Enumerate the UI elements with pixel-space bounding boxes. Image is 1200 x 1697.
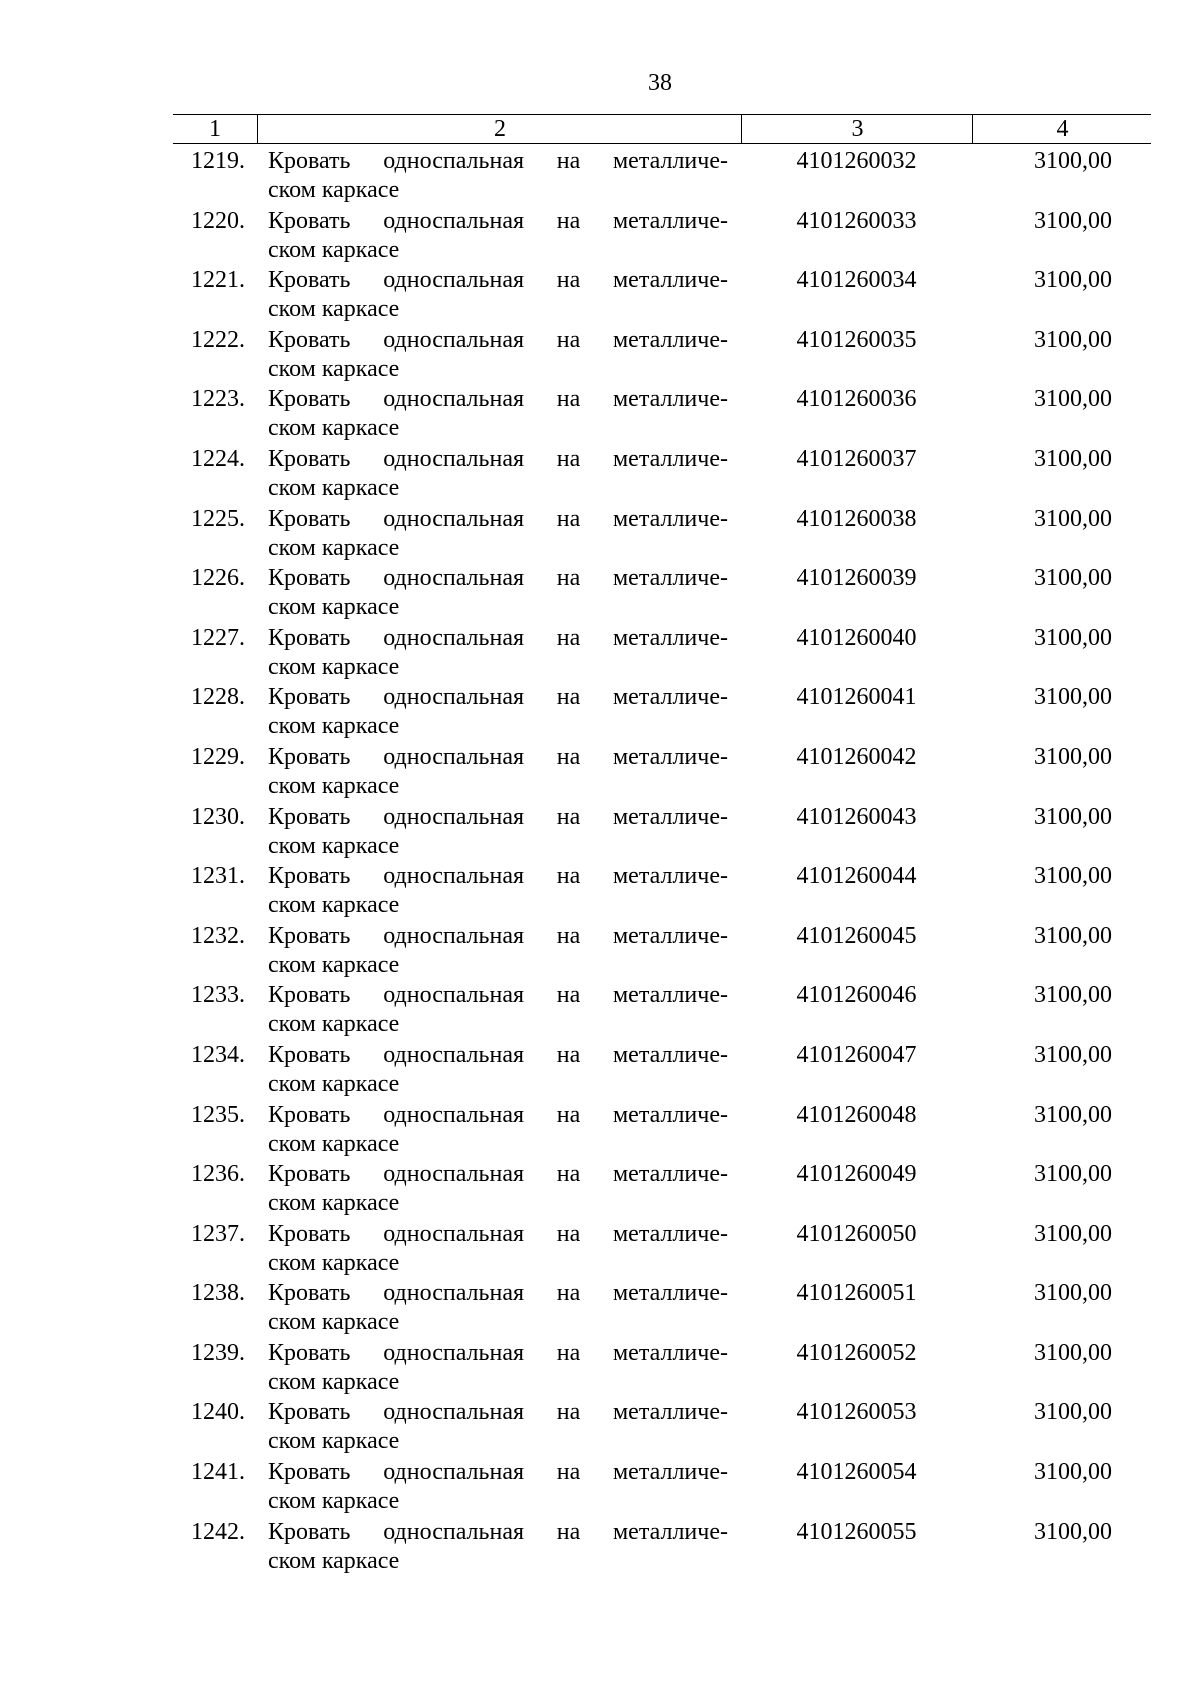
table-row: [173, 1101, 1151, 1161]
description-line-2: ском каркасе: [268, 1070, 400, 1097]
row-code: 4101260054: [796, 1459, 917, 1486]
row-number: 1229.: [191, 743, 245, 770]
row-number: 1235.: [191, 1101, 245, 1128]
row-price: 3100,00: [1034, 267, 1112, 294]
description-line-2: ском каркасе: [268, 1368, 400, 1395]
header-col-1: 1: [209, 116, 221, 142]
table-row: [173, 564, 1151, 624]
description-line-1: Кровать односпальная на металличе-: [268, 684, 728, 711]
row-code: 4101260040: [796, 624, 917, 651]
row-code: 4101260046: [796, 982, 917, 1009]
row-description: [268, 385, 728, 443]
description-line-2: ском каркасе: [268, 1249, 400, 1276]
row-description: [268, 326, 728, 384]
row-code: 4101260037: [796, 445, 917, 472]
row-number: 1225.: [191, 505, 245, 532]
description-line-2: ском каркасе: [268, 296, 400, 323]
row-number: 1222.: [191, 326, 245, 353]
row-code: 4101260050: [796, 1220, 917, 1247]
row-number: 1232.: [191, 922, 245, 949]
header-col-2: 2: [257, 115, 742, 143]
row-price: 3100,00: [1034, 1399, 1112, 1426]
row-description: [268, 922, 728, 980]
page-number: 38: [648, 70, 672, 96]
table-row: [173, 1398, 1151, 1458]
description-line-2: ском каркасе: [268, 474, 400, 501]
row-description: [268, 1160, 728, 1218]
row-number: 1238.: [191, 1280, 245, 1307]
table-header: [173, 114, 1151, 144]
description-line-1: Кровать односпальная на металличе-: [268, 1220, 728, 1247]
table-body: [173, 147, 1151, 1577]
row-number: 1219.: [191, 148, 245, 174]
row-number: 1230.: [191, 803, 245, 830]
description-line-2: ском каркасе: [268, 1130, 400, 1157]
description-line-1: Кровать односпальная на металличе-: [268, 743, 728, 770]
table-row: [173, 1518, 1151, 1578]
row-code: 4101260036: [796, 386, 917, 413]
row-code: 4101260045: [796, 922, 917, 949]
description-line-1: Кровать односпальная на металличе-: [268, 803, 728, 830]
description-line-1: Кровать односпальная на металличе-: [268, 922, 728, 949]
description-line-1: Кровать односпальная на металличе-: [268, 1518, 728, 1545]
row-description: [268, 743, 728, 801]
row-code: 4101260038: [796, 505, 917, 532]
table-row: [173, 1220, 1151, 1280]
table-row: [173, 1339, 1151, 1399]
description-line-2: ском каркасе: [268, 892, 400, 919]
description-line-2: ском каркасе: [268, 177, 400, 203]
header-col-3: 3: [741, 115, 973, 143]
description-line-2: ском каркасе: [268, 1309, 400, 1336]
description-line-1: Кровать односпальная на металличе-: [268, 326, 728, 353]
row-description: [268, 1041, 728, 1099]
description-line-1: Кровать односпальная на металличе-: [268, 1459, 728, 1486]
description-line-1: Кровать односпальная на металличе-: [268, 148, 728, 174]
row-price: 3100,00: [1034, 1459, 1112, 1486]
row-code: 4101260051: [796, 1280, 917, 1307]
table-row: [173, 207, 1151, 267]
description-line-1: Кровать односпальная на металличе-: [268, 565, 728, 592]
row-code: 4101260044: [796, 863, 917, 890]
description-line-2: ском каркасе: [268, 594, 400, 621]
row-price: 3100,00: [1034, 326, 1112, 353]
row-description: [268, 862, 728, 920]
row-price: 3100,00: [1034, 1220, 1112, 1247]
description-line-1: Кровать односпальная на металличе-: [268, 1161, 728, 1188]
row-price: 3100,00: [1034, 1101, 1112, 1128]
row-code: 4101260041: [796, 684, 917, 711]
row-price: 3100,00: [1034, 1161, 1112, 1188]
row-price: 3100,00: [1034, 624, 1112, 651]
row-price: 3100,00: [1034, 445, 1112, 472]
table-row: [173, 624, 1151, 684]
description-line-2: ском каркасе: [268, 1547, 400, 1574]
description-line-1: Кровать односпальная на металличе-: [268, 1041, 728, 1068]
row-code: 4101260052: [796, 1339, 917, 1366]
row-number: 1240.: [191, 1399, 245, 1426]
row-number: 1224.: [191, 445, 245, 472]
row-price: 3100,00: [1034, 684, 1112, 711]
row-description: [268, 1398, 728, 1456]
table-row: [173, 266, 1151, 326]
table-row: [173, 505, 1151, 565]
row-description: [268, 803, 728, 861]
description-line-1: Кровать односпальная на металличе-: [268, 863, 728, 890]
row-description: [268, 1279, 728, 1337]
table-row: [173, 1279, 1151, 1339]
description-line-2: ском каркасе: [268, 772, 400, 799]
description-line-1: Кровать односпальная на металличе-: [268, 1280, 728, 1307]
table-row: [173, 683, 1151, 743]
description-line-1: Кровать односпальная на металличе-: [268, 1101, 728, 1128]
row-code: 4101260053: [796, 1399, 917, 1426]
description-line-2: ском каркасе: [268, 1428, 400, 1455]
row-description: [268, 1518, 728, 1576]
description-line-2: ском каркасе: [268, 1488, 400, 1515]
table-row: [173, 147, 1151, 207]
row-number: 1237.: [191, 1220, 245, 1247]
table-row: [173, 326, 1151, 386]
table-row: [173, 922, 1151, 982]
row-code: 4101260042: [796, 743, 917, 770]
row-description: [268, 1101, 728, 1159]
row-description: [268, 624, 728, 682]
table-row: [173, 981, 1151, 1041]
description-line-1: Кровать односпальная на металличе-: [268, 386, 728, 413]
row-description: [268, 207, 728, 265]
row-code: 4101260055: [796, 1518, 917, 1545]
table-row: [173, 862, 1151, 922]
row-price: 3100,00: [1034, 386, 1112, 413]
row-price: 3100,00: [1034, 982, 1112, 1009]
row-number: 1233.: [191, 982, 245, 1009]
description-line-1: Кровать односпальная на металличе-: [268, 1339, 728, 1366]
row-price: 3100,00: [1034, 1518, 1112, 1545]
description-line-1: Кровать односпальная на металличе-: [268, 982, 728, 1009]
header-col-4: 4: [972, 115, 1152, 143]
description-line-2: ском каркасе: [268, 951, 400, 978]
description-line-2: ском каркасе: [268, 713, 400, 740]
row-description: [268, 683, 728, 741]
table-row: [173, 1458, 1151, 1518]
row-description: [268, 266, 728, 324]
row-price: 3100,00: [1034, 207, 1112, 234]
row-description: [268, 1339, 728, 1397]
row-code: 4101260034: [796, 267, 917, 294]
description-line-2: ском каркасе: [268, 355, 400, 382]
row-code: 4101260049: [796, 1161, 917, 1188]
row-code: 4101260033: [796, 207, 917, 234]
table-row: [173, 803, 1151, 863]
table-row: [173, 445, 1151, 505]
row-description: [268, 1458, 728, 1516]
row-price: 3100,00: [1034, 1339, 1112, 1366]
row-price: 3100,00: [1034, 1041, 1112, 1068]
row-price: 3100,00: [1034, 148, 1112, 174]
table-row: [173, 743, 1151, 803]
description-line-1: Кровать односпальная на металличе-: [268, 505, 728, 532]
row-price: 3100,00: [1034, 803, 1112, 830]
description-line-2: ском каркасе: [268, 653, 400, 680]
description-line-2: ском каркасе: [268, 1011, 400, 1038]
row-number: 1220.: [191, 207, 245, 234]
row-number: 1242.: [191, 1518, 245, 1545]
row-number: 1234.: [191, 1041, 245, 1068]
row-number: 1239.: [191, 1339, 245, 1366]
row-price: 3100,00: [1034, 743, 1112, 770]
row-number: 1227.: [191, 624, 245, 651]
description-line-1: Кровать односпальная на металличе-: [268, 207, 728, 234]
row-description: [268, 981, 728, 1039]
row-description: [268, 445, 728, 503]
row-description: [268, 1220, 728, 1278]
row-number: 1241.: [191, 1459, 245, 1486]
row-number: 1236.: [191, 1161, 245, 1188]
row-description: [268, 147, 728, 205]
row-price: 3100,00: [1034, 922, 1112, 949]
row-number: 1228.: [191, 684, 245, 711]
description-line-2: ском каркасе: [268, 1190, 400, 1217]
row-code: 4101260032: [796, 148, 917, 174]
table-row: [173, 1041, 1151, 1101]
description-line-1: Кровать односпальная на металличе-: [268, 445, 728, 472]
description-line-1: Кровать односпальная на металличе-: [268, 1399, 728, 1426]
row-code: 4101260035: [796, 326, 917, 353]
row-price: 3100,00: [1034, 565, 1112, 592]
row-number: 1226.: [191, 565, 245, 592]
description-line-2: ском каркасе: [268, 534, 400, 561]
description-line-1: Кровать односпальная на металличе-: [268, 624, 728, 651]
row-code: 4101260048: [796, 1101, 917, 1128]
description-line-2: ском каркасе: [268, 832, 400, 859]
row-code: 4101260043: [796, 803, 917, 830]
description-line-2: ском каркасе: [268, 415, 400, 442]
row-number: 1223.: [191, 386, 245, 413]
description-line-2: ском каркасе: [268, 236, 400, 263]
row-description: [268, 564, 728, 622]
row-number: 1231.: [191, 863, 245, 890]
row-price: 3100,00: [1034, 863, 1112, 890]
table-row: [173, 385, 1151, 445]
row-price: 3100,00: [1034, 505, 1112, 532]
row-description: [268, 505, 728, 563]
description-line-1: Кровать односпальная на металличе-: [268, 267, 728, 294]
table-row: [173, 1160, 1151, 1220]
row-number: 1221.: [191, 267, 245, 294]
row-code: 4101260047: [796, 1041, 917, 1068]
row-code: 4101260039: [796, 565, 917, 592]
row-price: 3100,00: [1034, 1280, 1112, 1307]
